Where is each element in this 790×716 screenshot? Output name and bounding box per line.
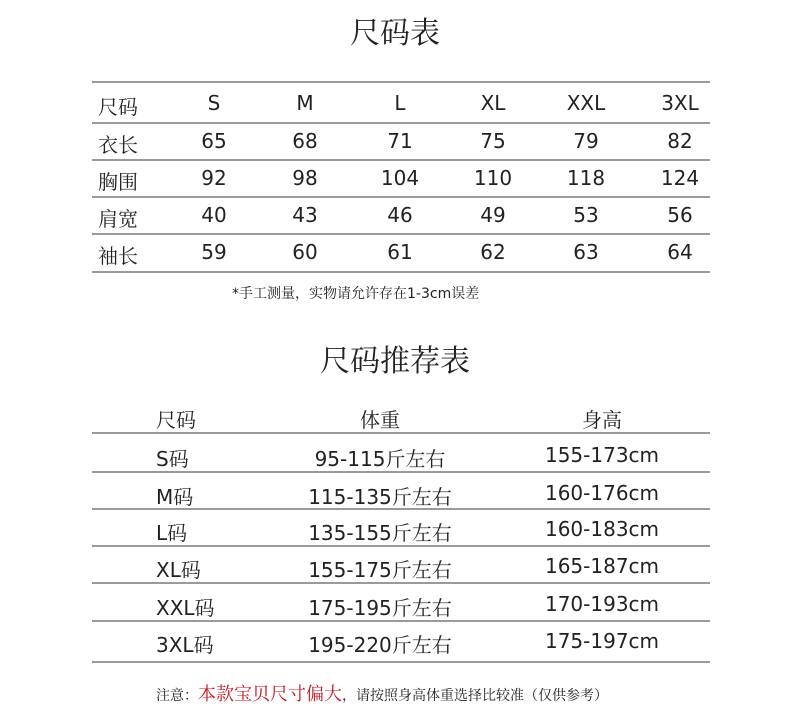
recommend-chart-cell: 175-195斤左右 — [308, 596, 452, 620]
size-chart-divider — [92, 271, 710, 273]
size-chart-cell: 65 — [201, 129, 227, 153]
size-chart-cell: 60 — [292, 240, 318, 264]
recommend-chart-header-cell: 体重 — [360, 408, 400, 432]
recommend-chart-cell: 175-197cm — [544, 629, 660, 653]
recommend-chart-cell: S码 — [156, 447, 189, 471]
recommend-chart-header-cell: 尺码 — [156, 408, 196, 432]
size-chart-cell: 53 — [573, 203, 599, 227]
size-chart-header-cell: 3XL — [661, 91, 699, 115]
size-chart-header-cell: XXL — [566, 91, 606, 115]
recommend-chart-header-cell: 身高 — [582, 408, 622, 432]
size-chart-title: 尺码表 — [350, 16, 440, 51]
size-chart-header-cell: XL — [480, 91, 506, 115]
size-chart-cell: 59 — [201, 240, 227, 264]
size-chart-header-cell: S — [207, 91, 221, 115]
recommend-chart-title: 尺码推荐表 — [320, 344, 470, 379]
size-chart-cell: 46 — [387, 203, 413, 227]
recommend-chart-cell: 155-173cm — [544, 443, 660, 467]
recommend-chart-cell: 165-187cm — [544, 554, 660, 578]
recommend-chart-cell: 95-115斤左右 — [314, 447, 446, 471]
footer-note-suffix: ，请按照身高体重选择比较准（仅供参考） — [342, 688, 608, 704]
size-chart-cell: 104 — [380, 166, 420, 190]
size-chart-note: *手工测量，实物请允许存在1-3cm误差 — [232, 286, 480, 302]
size-chart-cell: 袖长 — [98, 244, 138, 268]
size-chart-cell: 63 — [573, 240, 599, 264]
size-chart-divider — [92, 122, 710, 124]
size-chart-cell: 43 — [292, 203, 318, 227]
recommend-chart-cell: 155-175斤左右 — [308, 558, 452, 582]
recommend-chart-cell: M码 — [156, 485, 194, 509]
size-chart-divider — [92, 159, 710, 161]
size-chart-cell: 68 — [292, 129, 318, 153]
size-chart-cell: 75 — [480, 129, 506, 153]
recommend-chart-cell: 160-183cm — [544, 517, 660, 541]
size-chart-header-cell: M — [296, 91, 314, 115]
size-chart-cell: 49 — [480, 203, 506, 227]
size-chart-cell: 118 — [566, 166, 606, 190]
size-chart-cell: 62 — [480, 240, 506, 264]
recommend-chart-cell: 135-155斤左右 — [308, 521, 452, 545]
size-chart-cell: 82 — [667, 129, 693, 153]
size-chart-cell: 71 — [387, 129, 413, 153]
recommend-chart-cell: L码 — [156, 521, 188, 545]
recommend-chart-cell: 160-176cm — [544, 481, 660, 505]
footer-note-highlight: 本款宝贝尺寸偏大 — [198, 684, 342, 705]
recommend-chart-cell: 3XL码 — [156, 633, 214, 657]
size-chart-cell: 64 — [667, 240, 693, 264]
size-chart-cell: 92 — [201, 166, 227, 190]
size-chart-divider — [92, 233, 710, 235]
size-chart-cell: 衣长 — [98, 133, 138, 157]
size-chart-header-cell: L — [394, 91, 406, 115]
size-chart-divider — [92, 81, 710, 83]
size-chart-cell: 40 — [201, 203, 227, 227]
size-chart-cell: 肩宽 — [98, 207, 138, 231]
recommend-chart-cell: 170-193cm — [544, 592, 660, 616]
size-chart-header-cell: 尺码 — [98, 95, 138, 119]
recommend-chart-cell: 195-220斤左右 — [308, 633, 452, 657]
recommend-chart-cell: 115-135斤左右 — [308, 485, 452, 509]
footer-note-prefix: 注意： — [156, 688, 198, 704]
size-chart-cell: 56 — [667, 203, 693, 227]
recommend-chart-cell: XXL码 — [156, 596, 215, 620]
size-chart-cell: 110 — [473, 166, 513, 190]
size-chart-cell: 79 — [573, 129, 599, 153]
size-chart-cell: 98 — [292, 166, 318, 190]
size-chart-cell: 61 — [387, 240, 413, 264]
footer-note — [156, 680, 608, 706]
recommend-chart-divider — [92, 661, 710, 663]
recommend-chart-cell: XL码 — [156, 558, 201, 582]
size-chart-cell: 胸围 — [98, 170, 138, 194]
size-chart-divider — [92, 196, 710, 198]
size-chart-cell: 124 — [660, 166, 700, 190]
